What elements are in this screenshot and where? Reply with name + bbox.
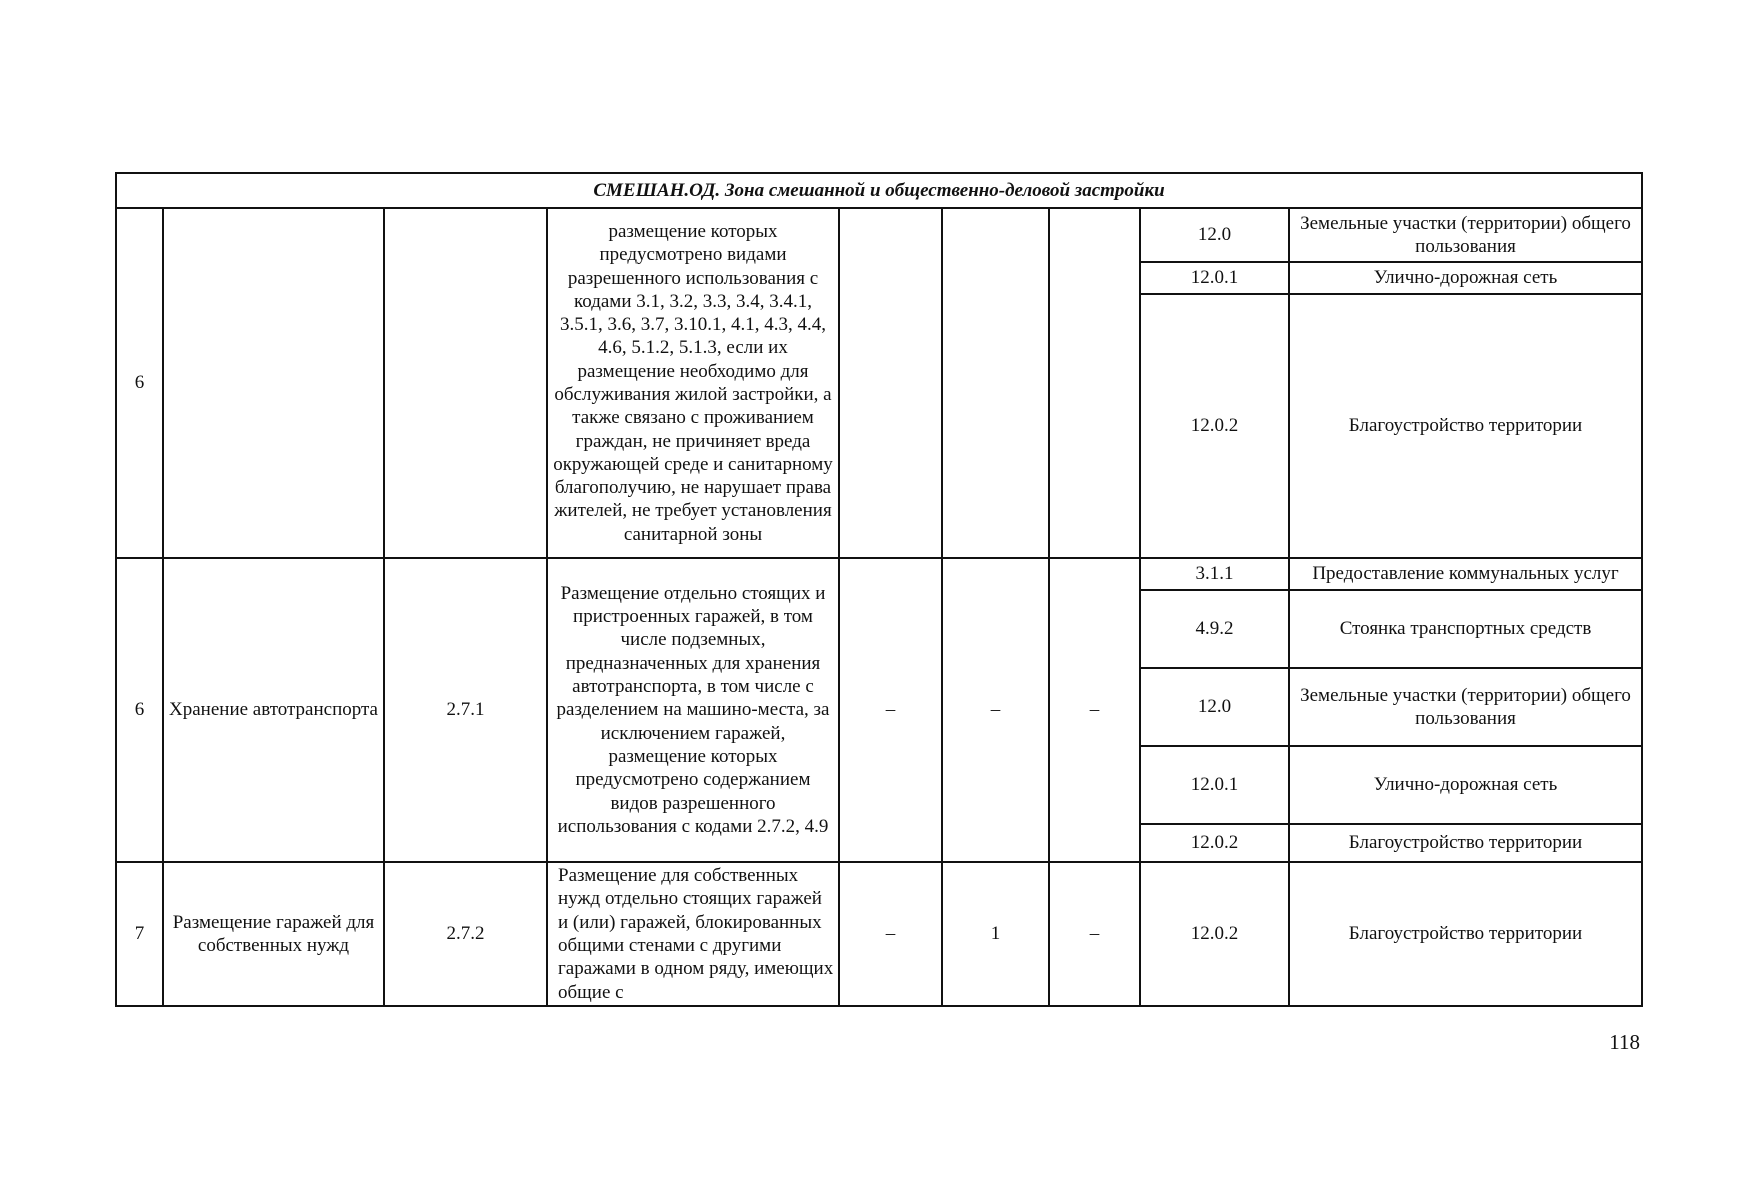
- aux-use-code: 12.0.1: [1140, 746, 1289, 824]
- aux-use-code: 12.0: [1140, 208, 1289, 262]
- aux-use-name: Улично-дорожная сеть: [1289, 746, 1642, 824]
- param-cell-2: [942, 208, 1049, 558]
- aux-use-name: Земельные участки (территории) общего пользования: [1289, 208, 1642, 262]
- page-number: 118: [1609, 1030, 1640, 1054]
- aux-use-name: Благоустройство территории: [1289, 824, 1642, 862]
- use-description: Размещение для собственных нужд отдельно стоящих гаражей и (или) гаражей, блокированных общими стенами с другими гаражами в одном ряду, имеющих общие с: [547, 862, 839, 1006]
- aux-use-code: 12.0.2: [1140, 294, 1289, 558]
- param-value-1: –: [839, 862, 942, 1006]
- use-name-cell: [163, 208, 384, 558]
- aux-use-name: Благоустройство территории: [1289, 294, 1642, 558]
- use-name: Размещение гаражей для собственных нужд: [163, 862, 384, 1006]
- use-code: 2.7.2: [384, 862, 547, 1006]
- aux-use-code: 12.0: [1140, 668, 1289, 746]
- use-code: 2.7.1: [384, 558, 547, 862]
- aux-use-name: Благоустройство территории: [1289, 862, 1642, 1006]
- param-value-2: 1: [942, 862, 1049, 1006]
- land-use-table: [115, 172, 1643, 1007]
- param-cell-1: [839, 208, 942, 558]
- aux-use-code: 12.0.2: [1140, 824, 1289, 862]
- param-cell-3: [1049, 208, 1140, 558]
- aux-use-name: Земельные участки (территории) общего пользования: [1289, 668, 1642, 746]
- use-description: размещение которых предусмотрено видами разрешенного использования с кодами 3.1, 3.2, 3.3, 3.4, 3.4.1, 3.5.1, 3.6, 3.7, 3.10.1, 4.1, 4.3, 4.4, 4.6, 5.1.2, 5.1.3, если их размещение необходимо для обслуживания жилой застройки, а также связано с проживанием граждан, не причиняет вреда окружающей среде и санитарному благополучию, не нарушает права жителей, не требует установления санитарной зоны: [547, 208, 839, 558]
- param-value-3: –: [1049, 862, 1140, 1006]
- zone-title: СМЕШАН.ОД. Зона смешанной и общественно-деловой застройки: [116, 173, 1642, 208]
- row-number: 7: [116, 862, 163, 1006]
- use-code-cell: [384, 208, 547, 558]
- use-name: Хранение автотранспорта: [163, 558, 384, 862]
- param-value-2: –: [942, 558, 1049, 862]
- row-number: 6: [116, 558, 163, 862]
- aux-use-name: Предоставление коммунальных услуг: [1289, 558, 1642, 590]
- aux-use-code: 12.0.1: [1140, 262, 1289, 294]
- param-value-1: –: [839, 558, 942, 862]
- aux-use-code: 3.1.1: [1140, 558, 1289, 590]
- aux-use-code: 12.0.2: [1140, 862, 1289, 1006]
- param-value-3: –: [1049, 558, 1140, 862]
- aux-use-code: 4.9.2: [1140, 590, 1289, 668]
- row-number: 6: [116, 208, 163, 558]
- aux-use-name: Улично-дорожная сеть: [1289, 262, 1642, 294]
- use-description: Размещение отдельно стоящих и пристроенных гаражей, в том числе подземных, предназначенных для хранения автотранспорта, в том числе с разделением на машино-места, за исключением гаражей, размещение которых предусмотрено содержанием видов разрешенного использования с кодами 2.7.2, 4.9: [547, 558, 839, 862]
- aux-use-name: Стоянка транспортных средств: [1289, 590, 1642, 668]
